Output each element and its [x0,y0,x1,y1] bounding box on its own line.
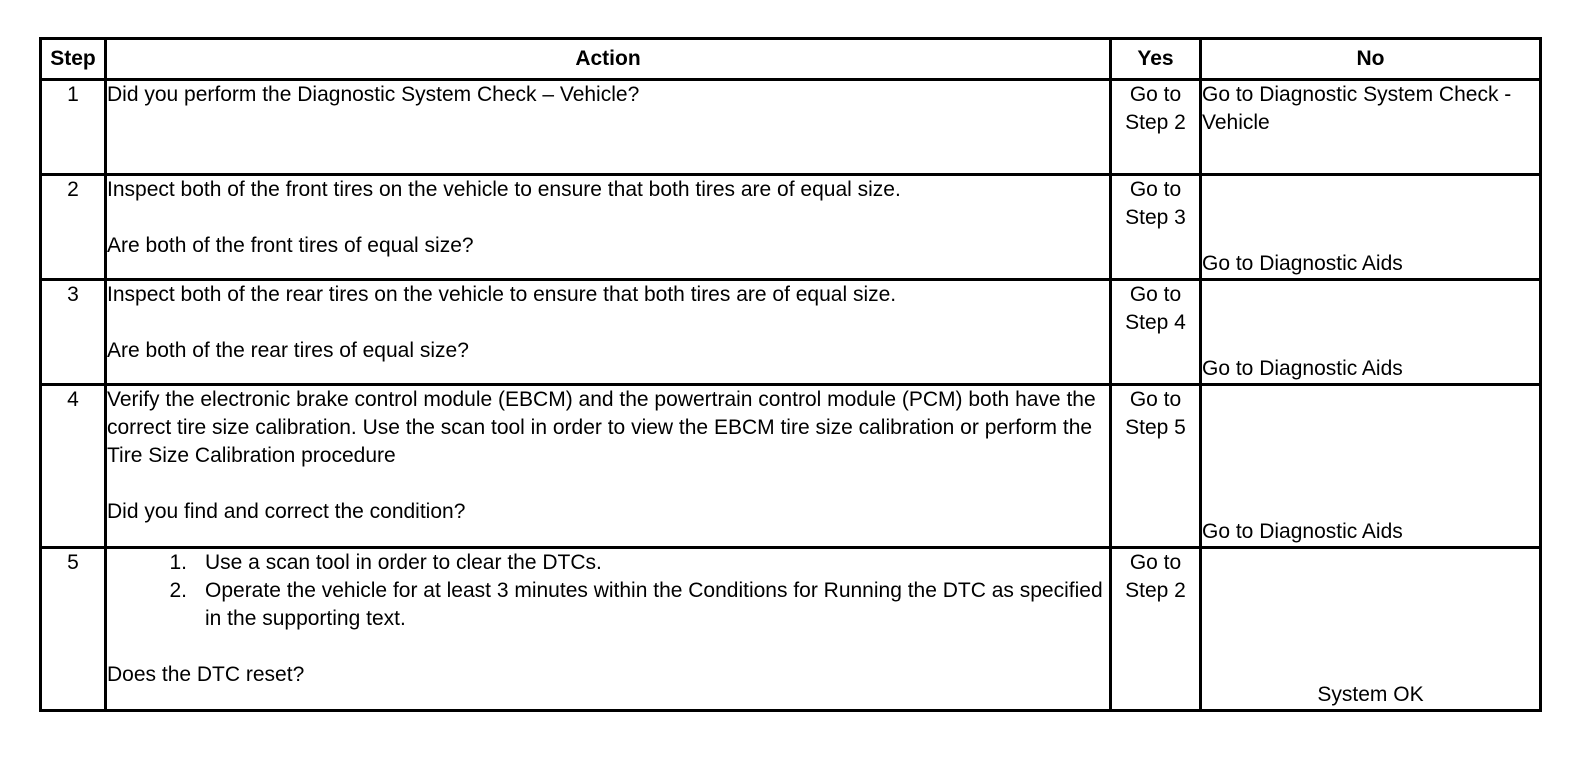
yes-cell [1111,80,1201,175]
yes-line2: Step 4 [1125,311,1186,334]
no-cell: System OK [1201,548,1541,711]
yes-line1: Go to [1129,388,1182,411]
list-item-text: Operate the vehicle for at least 3 minutes within the Conditions for Running the DTC as specified in the supporting text. [205,579,1103,630]
yes-line1: Go to [1129,283,1182,306]
step-number: 1 [41,80,106,175]
action-question: Does the DTC reset? [107,663,305,686]
yes-line1: Go to [1129,551,1182,574]
diagnostic-table [39,37,1542,712]
action-text: Verify the electronic brake control module (EBCM) and the powertrain control module (PCM) both have the correct tire size calibration. Use the scan tool in order to view the EBCM tire size calibration or perform the Tire Size Calibration procedure [107,388,1096,467]
action-cell [106,175,1111,280]
yes-line2: Step 2 [1125,111,1186,134]
no-cell: Go to Diagnostic System Check - Vehicle [1201,80,1541,175]
yes-line1: Go to [1129,178,1182,201]
table-row [41,280,1541,385]
list-item [169,577,1109,633]
table-row [41,80,1541,175]
table-row [41,175,1541,280]
header-row [41,39,1541,80]
action-cell [106,80,1111,175]
step-number: 2 [41,175,106,280]
yes-line2: Step 3 [1125,206,1186,229]
list-item-text: Use a scan tool in order to clear the DTCs. [205,551,602,574]
list-item [169,549,1109,577]
yes-cell [1111,385,1201,548]
step-number: 5 [41,548,106,711]
table-row [41,385,1541,548]
step-number: 4 [41,385,106,548]
yes-line1: Go to [1129,83,1182,106]
no-cell: Go to Diagnostic Aids [1201,385,1541,548]
action-text: Inspect both of the rear tires on the vehicle to ensure that both tires are of equal size. [107,283,897,306]
yes-line2: Step 2 [1125,579,1186,602]
yes-cell [1111,175,1201,280]
header-yes: Yes [1111,39,1201,80]
step-number: 3 [41,280,106,385]
header-step: Step [41,39,106,80]
action-steps-list [107,549,1109,633]
header-no: No [1201,39,1541,80]
list-item-number: 1. [169,551,187,574]
action-question: Did you find and correct the condition? [107,500,466,523]
table-row [41,548,1541,711]
no-cell: Go to Diagnostic Aids [1201,175,1541,280]
action-cell [106,385,1111,548]
header-action: Action [106,39,1111,80]
no-cell: Go to Diagnostic Aids [1201,280,1541,385]
action-text: Did you perform the Diagnostic System Check – Vehicle? [107,83,640,106]
yes-cell [1111,548,1201,711]
action-question: Are both of the front tires of equal size? [107,234,474,257]
list-item-number: 2. [169,579,187,602]
action-text: Inspect both of the front tires on the vehicle to ensure that both tires are of equal size. [107,178,901,201]
action-cell [106,280,1111,385]
action-question: Are both of the rear tires of equal size? [107,339,469,362]
yes-cell [1111,280,1201,385]
action-cell [106,548,1111,711]
yes-line2: Step 5 [1125,416,1186,439]
